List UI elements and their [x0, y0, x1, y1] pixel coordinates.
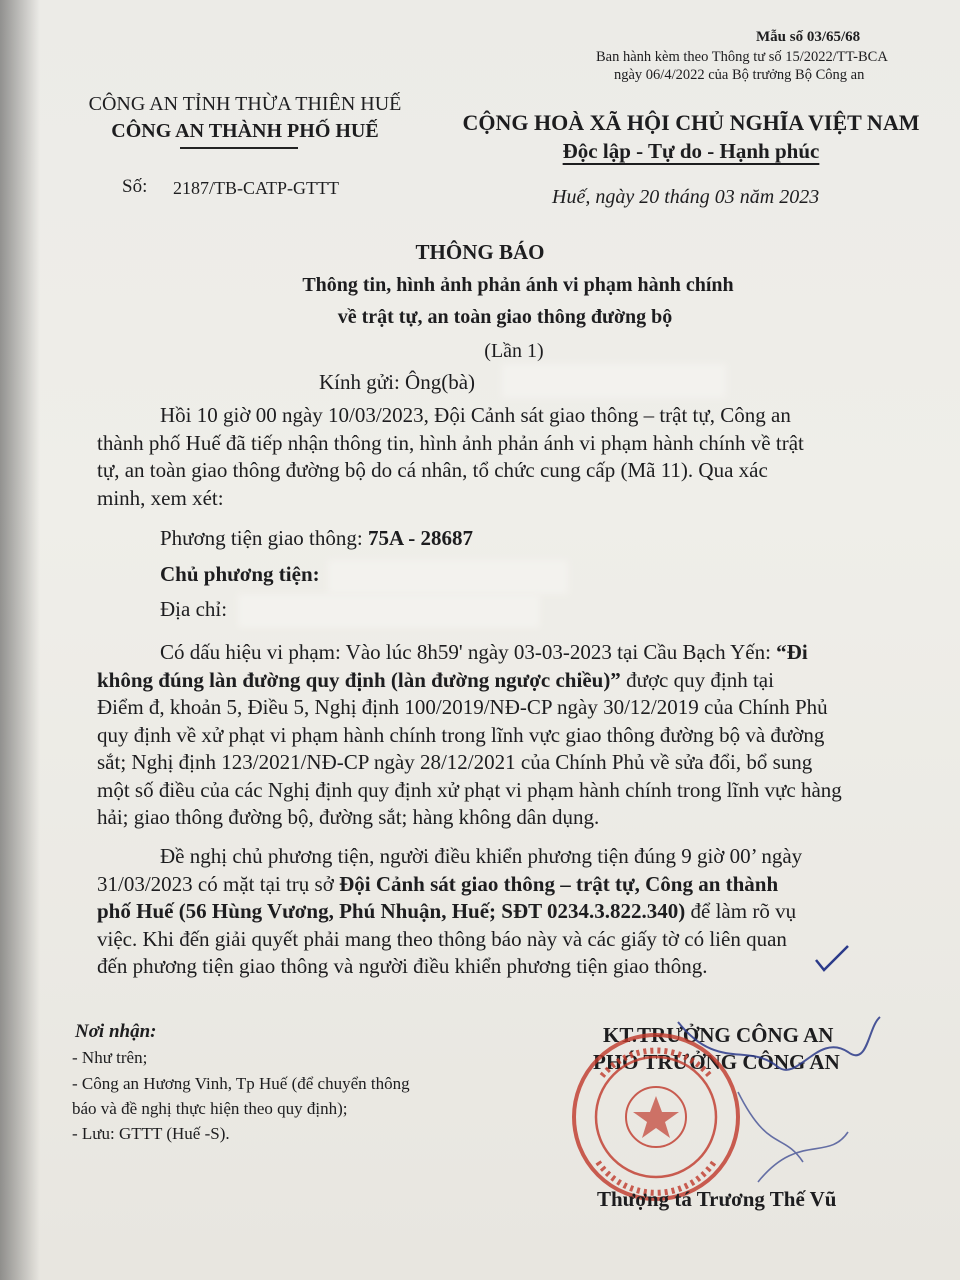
agency-parent: CÔNG AN TỈNH THỪA THIÊN HUẾ	[88, 93, 402, 115]
place-date: Huế, ngày 20 tháng 03 năm 2023	[552, 186, 820, 208]
violation-line	[97, 667, 900, 695]
receiver-item: báo và đề nghị thực hiện theo quy định);	[72, 1099, 348, 1118]
number-label: Số:	[122, 176, 148, 197]
request-text: 31/03/2023 có mặt tại trụ sở	[97, 871, 334, 896]
form-code: Mẫu số 03/65/68	[756, 29, 861, 45]
recipient-name-redacted	[508, 370, 720, 392]
violation-line	[97, 639, 900, 667]
signer-name: Thượng tá Trương Thế Vũ	[597, 1187, 837, 1211]
intro-line: tự, an toàn giao thông đường bộ do cá nhân, tổ chức cung cấp (Mã 11). Qua xác	[97, 458, 768, 482]
violation-text: Có dấu hiệu vi phạm: Vào lúc 8h59' ngày 03-03-2023 tại Cầu Bạch Yến:	[160, 640, 771, 664]
receiver-item: - Lưu: GTTT (Huế -S).	[72, 1124, 230, 1143]
request-line: việc. Khi đến giải quyết phải mang theo thông báo này và các giấy tờ có liên quan	[97, 926, 787, 951]
request-line	[97, 898, 900, 926]
document-number: 2187/TB-CATP-GTTT	[173, 178, 339, 198]
check-mark-icon	[812, 944, 852, 974]
request-office: Đội Cảnh sát giao thông – trật tự, Công an thành	[339, 871, 779, 896]
signer-role-2: PHÓ TRƯỞNG CÔNG AN	[593, 1050, 840, 1074]
violation-text: được quy định tại	[626, 667, 774, 692]
form-issued-line2: ngày 06/4/2022 của Bộ trưởng Bộ Công an	[614, 67, 865, 83]
request-paragraph	[97, 843, 900, 981]
violation-line: một số điều của các Nghị định quy định xử phạt vi phạm hành chính trong lĩnh vực hàng	[97, 777, 842, 802]
vehicle-label: Phương tiện giao thông:	[160, 526, 363, 550]
owner-label: Chủ phương tiện:	[160, 562, 320, 586]
violation-line: Điểm đ, khoản 5, Điều 5, Nghị định 100/2019/NĐ-CP ngày 30/12/2019 của Chính Phủ	[97, 695, 828, 719]
notice-round: (Lần 1)	[484, 340, 544, 362]
address-redacted	[244, 600, 534, 622]
document-title: THÔNG BÁO	[415, 240, 545, 264]
receivers-title: Nơi nhận:	[75, 1021, 157, 1042]
receiver-item: - Như trên;	[72, 1048, 148, 1067]
vehicle-field	[160, 526, 473, 551]
photo-shadow	[0, 0, 40, 1280]
violation-description: không đúng làn đường quy định (làn đường ngược chiều)”	[97, 667, 621, 692]
violation-line: sắt; Nghị định 123/2021/NĐ-CP ngày 28/12/2021 của Chính Phủ về sửa đổi, bổ sung	[97, 750, 813, 774]
intro-line: minh, xem xét:	[97, 485, 224, 510]
intro-line: Hồi 10 giờ 00 ngày 10/03/2023, Đội Cảnh sát giao thông – trật tự, Công an	[160, 403, 791, 427]
address-label: Địa chỉ:	[160, 597, 228, 621]
document-subtitle-1: Thông tin, hình ảnh phản ánh vi phạm hành chính	[302, 274, 734, 296]
violation-paragraph	[97, 639, 900, 832]
vehicle-plate: 75A - 28687	[367, 526, 473, 550]
request-line: đến phương tiện giao thông và người điều khiển phương tiện giao thông.	[97, 954, 708, 978]
document-subtitle-2: về trật tự, an toàn giao thông đường bộ	[337, 306, 673, 328]
nation-name: CỘNG HOÀ XÃ HỘI CHỦ NGHĨA VIỆT NAM	[462, 110, 920, 135]
request-line: Đề nghị chủ phương tiện, người điều khiển phương tiện đúng 9 giờ 00’ ngày	[160, 844, 803, 868]
agency-underline	[180, 147, 298, 149]
intro-line: thành phố Huế đã tiếp nhận thông tin, hình ảnh phản ánh vi phạm hành chính về trật	[97, 430, 804, 455]
official-seal-icon	[568, 1012, 888, 1212]
violation-line: hải; giao thông đường bộ, đường sắt; hàng không dân dụng.	[97, 805, 600, 829]
form-issued-line1: Ban hành kèm theo Thông tư số 15/2022/TT-BCA	[596, 49, 888, 65]
signer-role-1: KT.TRƯỞNG CÔNG AN	[603, 1023, 834, 1047]
intro-paragraph	[97, 402, 900, 512]
request-text: để làm rõ vụ	[690, 899, 797, 923]
nation-motto: Độc lập - Tự do - Hạnh phúc	[562, 139, 820, 163]
violation-line: quy định về xử phạt vi phạm hành chính trong lĩnh vực giao thông đường bộ và đường	[97, 722, 825, 747]
receiver-item: - Công an Hương Vinh, Tp Huế (để chuyển thông	[72, 1074, 410, 1093]
request-line	[97, 871, 900, 899]
owner-name-redacted	[334, 566, 562, 588]
recipient-label: Kính gửi: Ông(bà)	[319, 370, 476, 394]
agency-name: CÔNG AN THÀNH PHỐ HUẾ	[111, 120, 379, 142]
request-address: phố Huế (56 Hùng Vương, Phú Nhuận, Huế; SĐT 0234.3.822.340)	[97, 899, 686, 923]
violation-quote-start: “Đi	[776, 640, 808, 664]
